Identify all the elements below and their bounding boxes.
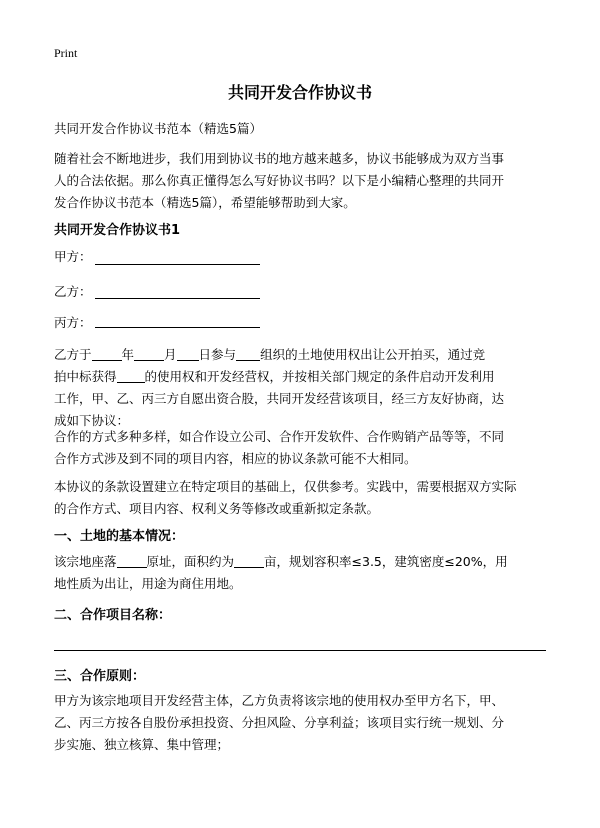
paragraph-line: 甲方为该宗地项目开发经营主体，乙方负责将该宗地的使用权办至甲方名下，甲、 xyxy=(54,693,505,708)
document-title: 共同开发合作协议书 xyxy=(227,83,372,102)
location-blank xyxy=(117,553,147,568)
paragraph-line: 地性质为出让，用途为商住用地。 xyxy=(54,576,242,591)
paragraph-line: 的合作方式、项目内容、权利义务等修改或重新拟定条款。 xyxy=(54,501,380,516)
party-a-blank xyxy=(95,264,260,265)
heading-principles: 三、合作原则： xyxy=(54,669,146,684)
party-c-blank xyxy=(95,327,260,328)
year-blank xyxy=(92,346,122,361)
bidding-paragraph xyxy=(54,344,504,432)
principles-paragraph xyxy=(54,690,504,756)
paragraph-line: 步实施、独立核算、集中管理； xyxy=(54,737,230,752)
heading-land-info: 一、土地的基本情况： xyxy=(54,529,185,544)
party-a-label: 甲方： xyxy=(54,249,92,264)
parcel-blank xyxy=(117,368,145,383)
paragraph-line: 合作的方式多种多样，如合作设立公司、合作开发软件、合作购销产品等等，不同 xyxy=(54,429,505,444)
paragraph-line: 工作，甲、乙、丙三方自愿出资合股，共同开发经营该项目，经三方友好协商，达 xyxy=(54,391,505,406)
organizer-blank xyxy=(236,346,260,361)
party-b-blank xyxy=(95,298,260,299)
intro-paragraph xyxy=(54,148,504,214)
paragraph-line: 合作方式涉及到不同的项目内容，相应的协议条款可能不大相同。 xyxy=(54,451,417,466)
cooperation-mode-paragraph xyxy=(54,426,504,470)
party-b-label: 乙方： xyxy=(54,284,92,299)
heading-project-name: 二、合作项目名称： xyxy=(54,608,172,623)
intro-line: 发合作协议书范本（精选5篇），希望能够帮助到大家。 xyxy=(54,195,356,210)
paragraph-line: 拍中标获得 的使用权和开发经营权，并按相关部门规定的条件启动开发利用 xyxy=(54,369,495,384)
intro-line: 随着社会不断地进步，我们用到协议书的地方越来越多，协议书能够成为双方当事 xyxy=(54,151,505,166)
project-name-blank xyxy=(54,650,546,651)
party-c-label: 丙方： xyxy=(54,315,92,330)
print-label[interactable]: Print xyxy=(54,46,78,60)
area-blank xyxy=(234,553,264,568)
section-heading-agreement-1: 共同开发合作协议书1 xyxy=(54,223,181,238)
paragraph-line: 成如下协议： xyxy=(54,413,130,428)
paragraph-line: 乙方于 年 月 日参与 组织的土地使用权出让公开拍买，通过竞 xyxy=(54,347,486,362)
land-paragraph xyxy=(54,551,508,595)
intro-line: 人的合法依据。那么你真正懂得怎么写好协议书吗？以下是小编精心整理的共同开 xyxy=(54,173,505,188)
disclaimer-paragraph xyxy=(54,476,517,520)
day-blank xyxy=(177,346,199,361)
paragraph-line: 本协议的条款设置建立在特定项目的基础上，仅供参考。实践中，需要根据双方实际 xyxy=(54,479,517,494)
paragraph-line: 乙、丙三方按各自股份承担投资、分担风险、分享利益；该项目实行统一规划、分 xyxy=(54,715,505,730)
month-blank xyxy=(134,346,164,361)
paragraph-line: 该宗地座落 原址，面积约为 亩，规划容积率≤3.5，建筑密度≤20%，用 xyxy=(54,554,508,569)
document-subtitle: 共同开发合作协议书范本（精选5篇） xyxy=(54,121,262,136)
